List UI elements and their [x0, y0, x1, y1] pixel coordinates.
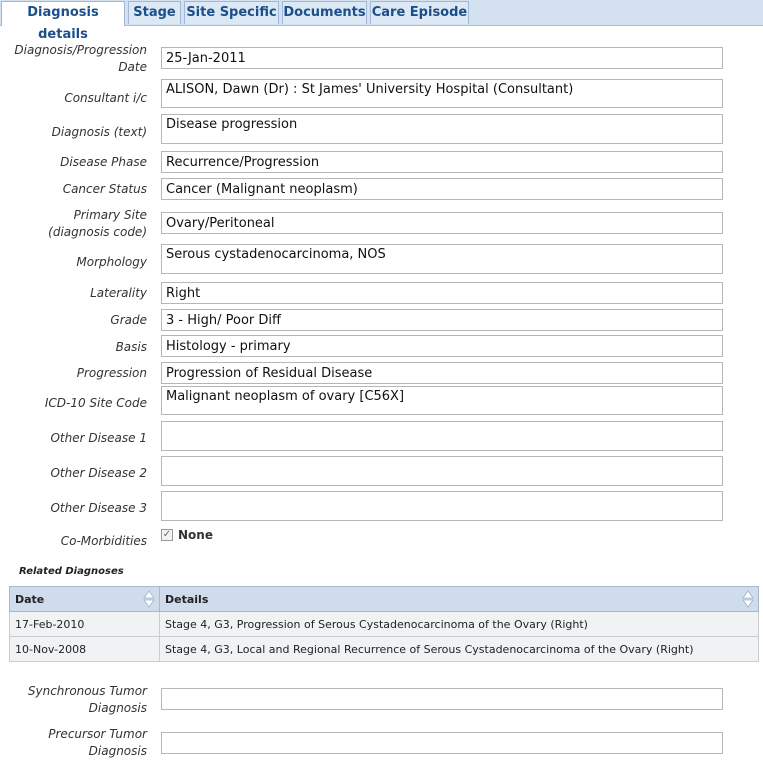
diagnosis-date-label-line1: Diagnosis/Progression [14, 43, 147, 57]
diagnosis-date-field[interactable]: 25-Jan-2011 [161, 47, 723, 69]
other-disease-2-field[interactable] [161, 456, 723, 486]
column-header-details-label: Details [165, 592, 209, 606]
laterality-field[interactable]: Right [161, 282, 723, 304]
synchronous-tumor-label [0, 683, 147, 717]
grade-field[interactable]: 3 - High/ Poor Diff [161, 309, 723, 331]
precursor-tumor-field[interactable] [161, 732, 723, 754]
basis-field[interactable]: Histology - primary [161, 335, 723, 357]
row-date-cell: 17-Feb-2010 [10, 612, 160, 637]
progression-label: Progression [76, 366, 147, 380]
co-morbidities-label: Co-Morbidities [60, 534, 147, 548]
other-disease-2-label: Other Disease 2 [50, 466, 147, 480]
icd10-label: ICD-10 Site Code [44, 396, 147, 410]
primary-site-label [0, 207, 147, 241]
consultant-label: Consultant i/c [64, 91, 147, 105]
comorbidities-none-checkbox[interactable]: ✓ [162, 529, 172, 540]
cancer-status-label: Cancer Status [62, 182, 147, 196]
diagnosis-date-label [0, 42, 147, 76]
cancer-status-field[interactable]: Cancer (Malignant neoplasm) [161, 178, 723, 200]
sort-arrows-icon[interactable] [143, 590, 155, 608]
related-diagnoses-title: Related Diagnoses [19, 566, 124, 577]
comorbidities-none-label: None [178, 528, 213, 542]
diagnosis-date-label-line2: Date [118, 60, 147, 74]
column-header-details[interactable] [160, 587, 759, 612]
synchronous-tumor-field[interactable] [161, 688, 723, 710]
row-details-cell: Stage 4, G3, Progression of Serous Cystadenocarcinoma of the Ovary (Right) [160, 612, 759, 637]
laterality-label: Laterality [90, 286, 147, 300]
primary-site-label-line1: Primary Site [73, 208, 147, 222]
tab-documents[interactable]: Documents [282, 1, 367, 24]
synchronous-tumor-label-line1: Synchronous Tumor [27, 684, 147, 698]
sort-arrows-icon[interactable] [742, 590, 754, 608]
precursor-tumor-label [0, 726, 147, 760]
row-date-cell: 10-Nov-2008 [10, 637, 160, 662]
grade-label: Grade [110, 313, 147, 327]
other-disease-3-label: Other Disease 3 [50, 501, 147, 515]
disease-phase-label: Disease Phase [60, 155, 147, 169]
other-disease-1-label: Other Disease 1 [50, 431, 147, 445]
related-diagnoses-table [9, 586, 759, 662]
diagnosis-text-field[interactable]: Disease progression [161, 114, 723, 144]
progression-field[interactable]: Progression of Residual Disease [161, 362, 723, 384]
other-disease-1-field[interactable] [161, 421, 723, 451]
primary-site-label-line2: (diagnosis code) [48, 225, 147, 239]
morphology-field[interactable]: Serous cystadenocarcinoma, NOS [161, 244, 723, 274]
primary-site-field[interactable]: Ovary/Peritoneal [161, 212, 723, 234]
row-details-cell: Stage 4, G3, Local and Regional Recurrence of Serous Cystadenocarcinoma of the Ovary (Right) [160, 637, 759, 662]
precursor-tumor-label-line2: Diagnosis [88, 744, 147, 758]
morphology-label: Morphology [76, 255, 147, 269]
table-row[interactable] [10, 612, 759, 637]
precursor-tumor-label-line1: Precursor Tumor [48, 727, 147, 741]
diagnosis-text-label: Diagnosis (text) [51, 125, 147, 139]
disease-phase-field[interactable]: Recurrence/Progression [161, 151, 723, 173]
synchronous-tumor-label-line2: Diagnosis [88, 701, 147, 715]
tab-bar [0, 0, 763, 42]
tab-site-specific[interactable]: Site Specific [184, 1, 279, 24]
tab-diagnosis-details[interactable]: Diagnosis details [1, 1, 125, 26]
consultant-field[interactable]: ALISON, Dawn (Dr) : St James' University Hospital (Consultant) [161, 79, 723, 108]
tab-stage[interactable]: Stage [128, 1, 181, 24]
tab-care-episode[interactable]: Care Episode [370, 1, 469, 24]
other-disease-3-field[interactable] [161, 491, 723, 521]
column-header-date[interactable] [10, 587, 160, 612]
icd10-field[interactable]: Malignant neoplasm of ovary [C56X] [161, 386, 723, 415]
basis-label: Basis [115, 340, 147, 354]
column-header-date-label: Date [15, 592, 45, 606]
table-row[interactable] [10, 637, 759, 662]
